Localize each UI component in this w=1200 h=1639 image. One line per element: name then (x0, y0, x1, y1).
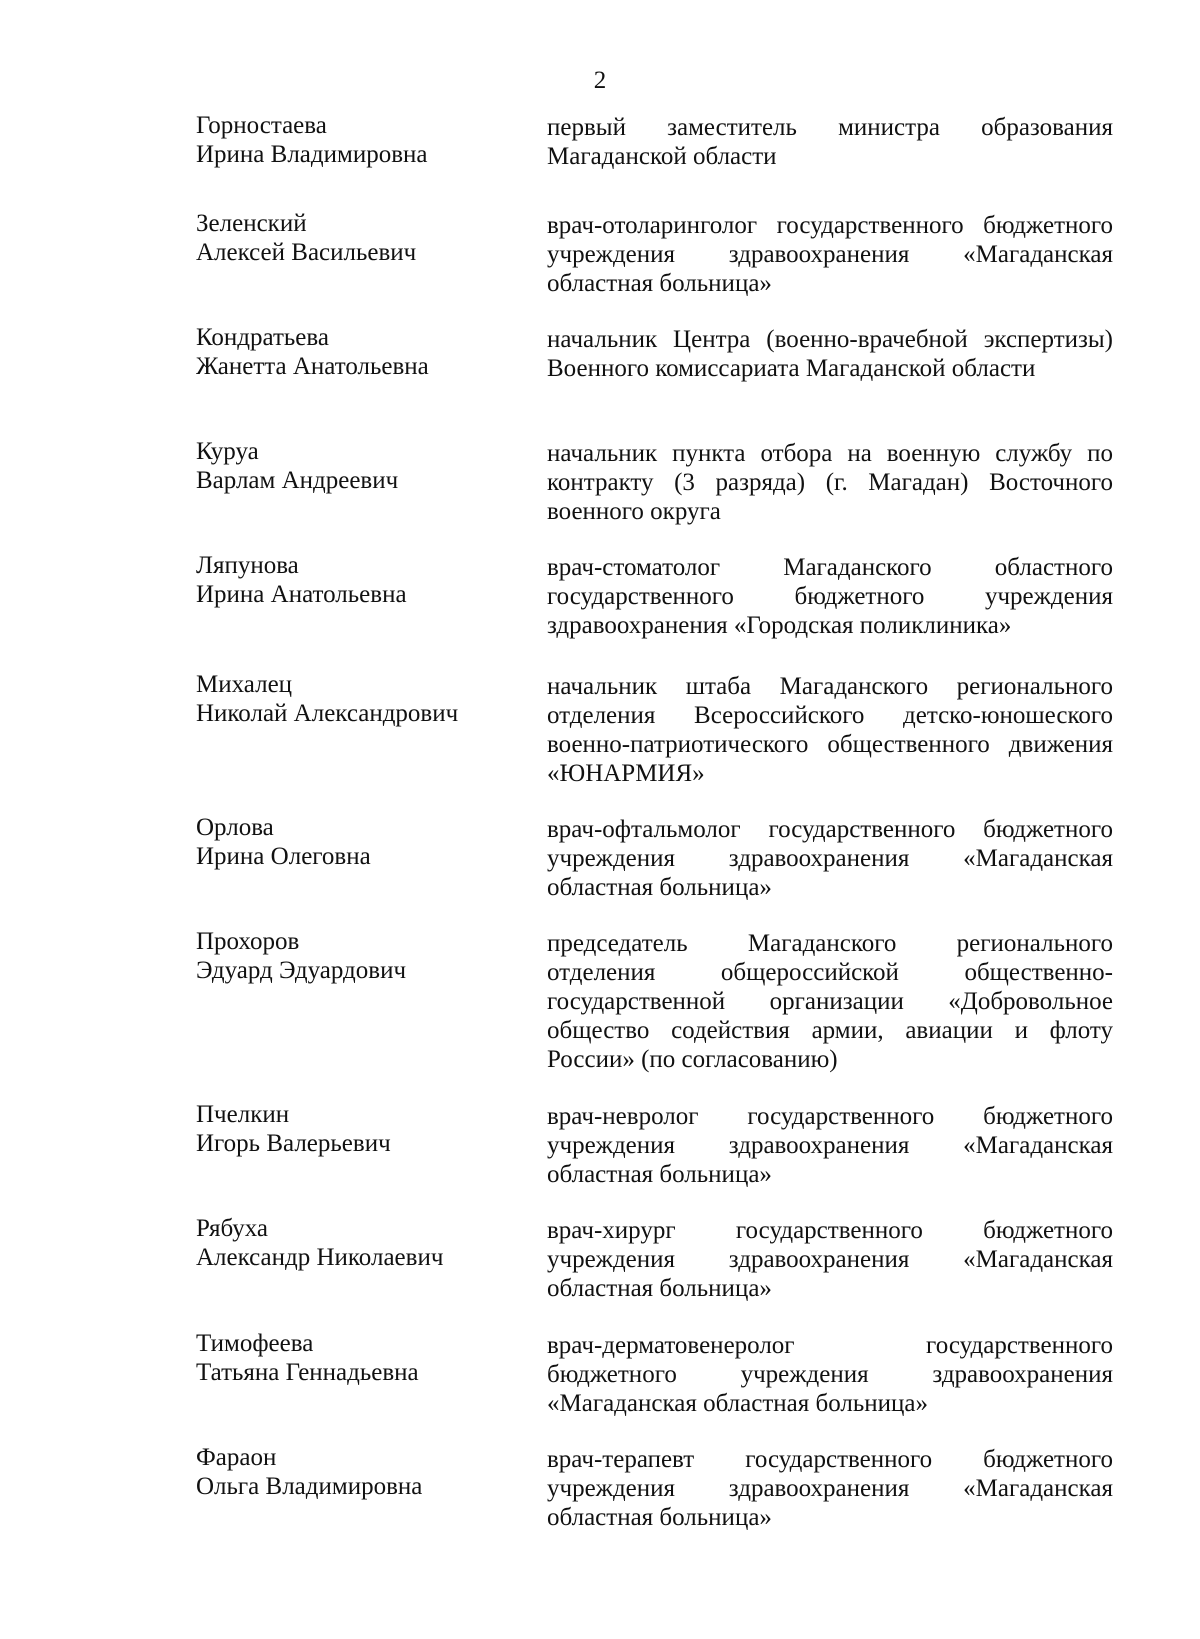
member-given-names: Ольга Владимировна (196, 1473, 423, 1500)
member-surname: Рябуха (196, 1215, 268, 1242)
member-surname: Горностаева (196, 112, 327, 139)
member-name (196, 111, 526, 169)
member-surname: Прохоров (196, 928, 300, 955)
member-name (196, 813, 526, 871)
member-given-names: Жанетта Анатольевна (196, 353, 429, 380)
member-surname: Кондратьева (196, 324, 329, 351)
member-name (196, 1329, 526, 1387)
member-surname: Пчелкин (196, 1101, 290, 1128)
member-name (196, 323, 526, 381)
member-name (196, 551, 526, 609)
member-given-names: Николай Александрович (196, 700, 459, 727)
member-given-names: Александр Николаевич (196, 1244, 444, 1271)
member-position: врач-хирург государственного бюджетного учреждения здравоохранения «Магаданская областная больница» (547, 1217, 1113, 1302)
member-position: начальник пункта отбора на военную службу по контракту (3 разряда) (г. Магадан) Восточного военного округа (547, 440, 1113, 525)
member-name (196, 437, 526, 495)
member-given-names: Ирина Олеговна (196, 843, 371, 870)
member-given-names: Алексей Васильевич (196, 239, 417, 266)
member-name (196, 209, 526, 267)
member-position: врач-терапевт государственного бюджетного учреждения здравоохранения «Магаданская областная больница» (547, 1446, 1113, 1531)
member-position: председатель Магаданского регионального отделения общероссийской общественно-государственной организации «Добровольное общество содействия армии, авиации и флоту России» (по согласованию) (547, 930, 1113, 1073)
member-given-names: Татьяна Геннадьевна (196, 1359, 419, 1386)
member-surname: Тимофеева (196, 1330, 314, 1357)
page-number: 2 (593, 67, 607, 94)
member-position: начальник штаба Магаданского регионального отделения Всероссийского детско-юношеского военно-патриотического общественного движения «ЮНАРМИЯ» (547, 673, 1113, 787)
member-surname: Орлова (196, 814, 274, 841)
member-name (196, 1214, 526, 1272)
member-name (196, 1100, 526, 1158)
member-position: врач-отоларинголог государственного бюджетного учреждения здравоохранения «Магаданская областная больница» (547, 212, 1113, 297)
member-name (196, 670, 526, 728)
member-name (196, 1443, 526, 1501)
member-surname: Куруа (196, 438, 259, 465)
member-position: врач-офтальмолог государственного бюджетного учреждения здравоохранения «Магаданская областная больница» (547, 816, 1113, 901)
member-given-names: Ирина Анатольевна (196, 581, 407, 608)
member-position: первый заместитель министра образования Магаданской области (547, 114, 1113, 170)
member-position: врач-невролог государственного бюджетного учреждения здравоохранения «Магаданская областная больница» (547, 1103, 1113, 1188)
member-surname: Фараон (196, 1444, 277, 1471)
member-given-names: Игорь Валерьевич (196, 1130, 391, 1157)
member-surname: Зеленский (196, 210, 307, 237)
member-position: врач-стоматолог Магаданского областного государственного бюджетного учреждения здравоохранения «Городская поликлиника» (547, 554, 1113, 639)
member-surname: Михалец (196, 671, 293, 698)
member-given-names: Эдуард Эдуардович (196, 957, 407, 984)
member-given-names: Варлам Андреевич (196, 467, 399, 494)
member-name (196, 927, 526, 985)
member-position: врач-дерматовенеролог государственного бюджетного учреждения здравоохранения «Магаданская областная больница» (547, 1332, 1113, 1417)
member-position: начальник Центра (военно-врачебной экспертизы) Военного комиссариата Магаданской области (547, 326, 1113, 382)
member-given-names: Ирина Владимировна (196, 141, 428, 168)
member-surname: Ляпунова (196, 552, 299, 579)
